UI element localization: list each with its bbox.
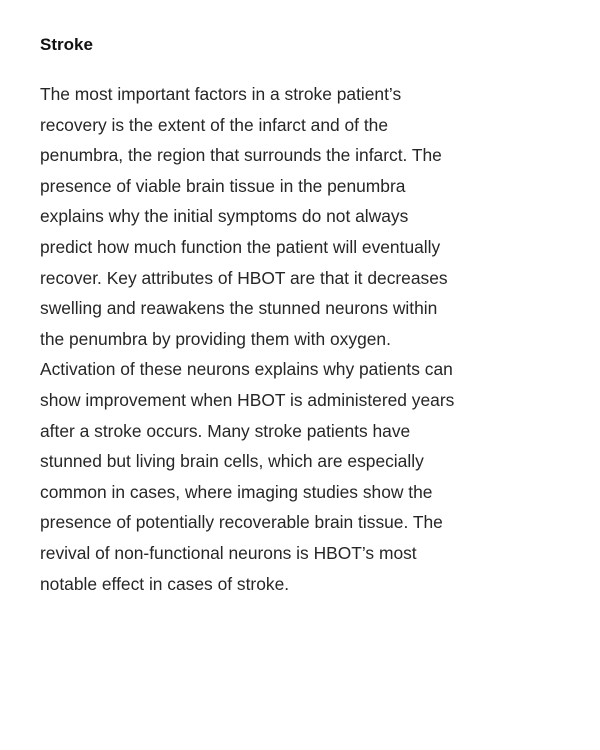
paragraph-line: Activation of these neurons explains why patients can: [40, 359, 453, 380]
paragraph-line: presence of potentially recoverable brain tissue. The: [40, 512, 443, 533]
paragraph-line: show improvement when HBOT is administered years: [40, 389, 455, 410]
paragraph-line: The most important factors in a stroke patient’s: [40, 84, 402, 104]
paragraph-line: the penumbra by providing them with oxygen.: [40, 328, 391, 349]
paragraph-line: recover. Key attributes of HBOT are that it decreases: [40, 267, 448, 288]
article-section: [40, 33, 580, 599]
paragraph-line: penumbra, the region that surrounds the infarct. The: [40, 145, 442, 166]
paragraph-line: notable effect in cases of stroke.: [40, 573, 290, 594]
paragraph-line: predict how much function the patient will eventually: [40, 236, 441, 257]
paragraph-line: stunned but living brain cells, which are especially: [40, 451, 424, 472]
body-paragraph: [40, 79, 580, 599]
paragraph-line: explains why the initial symptoms do not always: [40, 206, 409, 227]
paragraph-line: revival of non-functional neurons is HBOT’s most: [40, 542, 417, 563]
paragraph-line: after a stroke occurs. Many stroke patients have: [40, 420, 411, 441]
paragraph-line: presence of viable brain tissue in the penumbra: [40, 175, 406, 196]
section-heading: Stroke: [40, 35, 93, 54]
paragraph-line: swelling and reawakens the stunned neurons within: [40, 298, 438, 319]
paragraph-line: recovery is the extent of the infarct and of the: [40, 114, 389, 135]
paragraph-line: common in cases, where imaging studies show the: [40, 481, 433, 502]
